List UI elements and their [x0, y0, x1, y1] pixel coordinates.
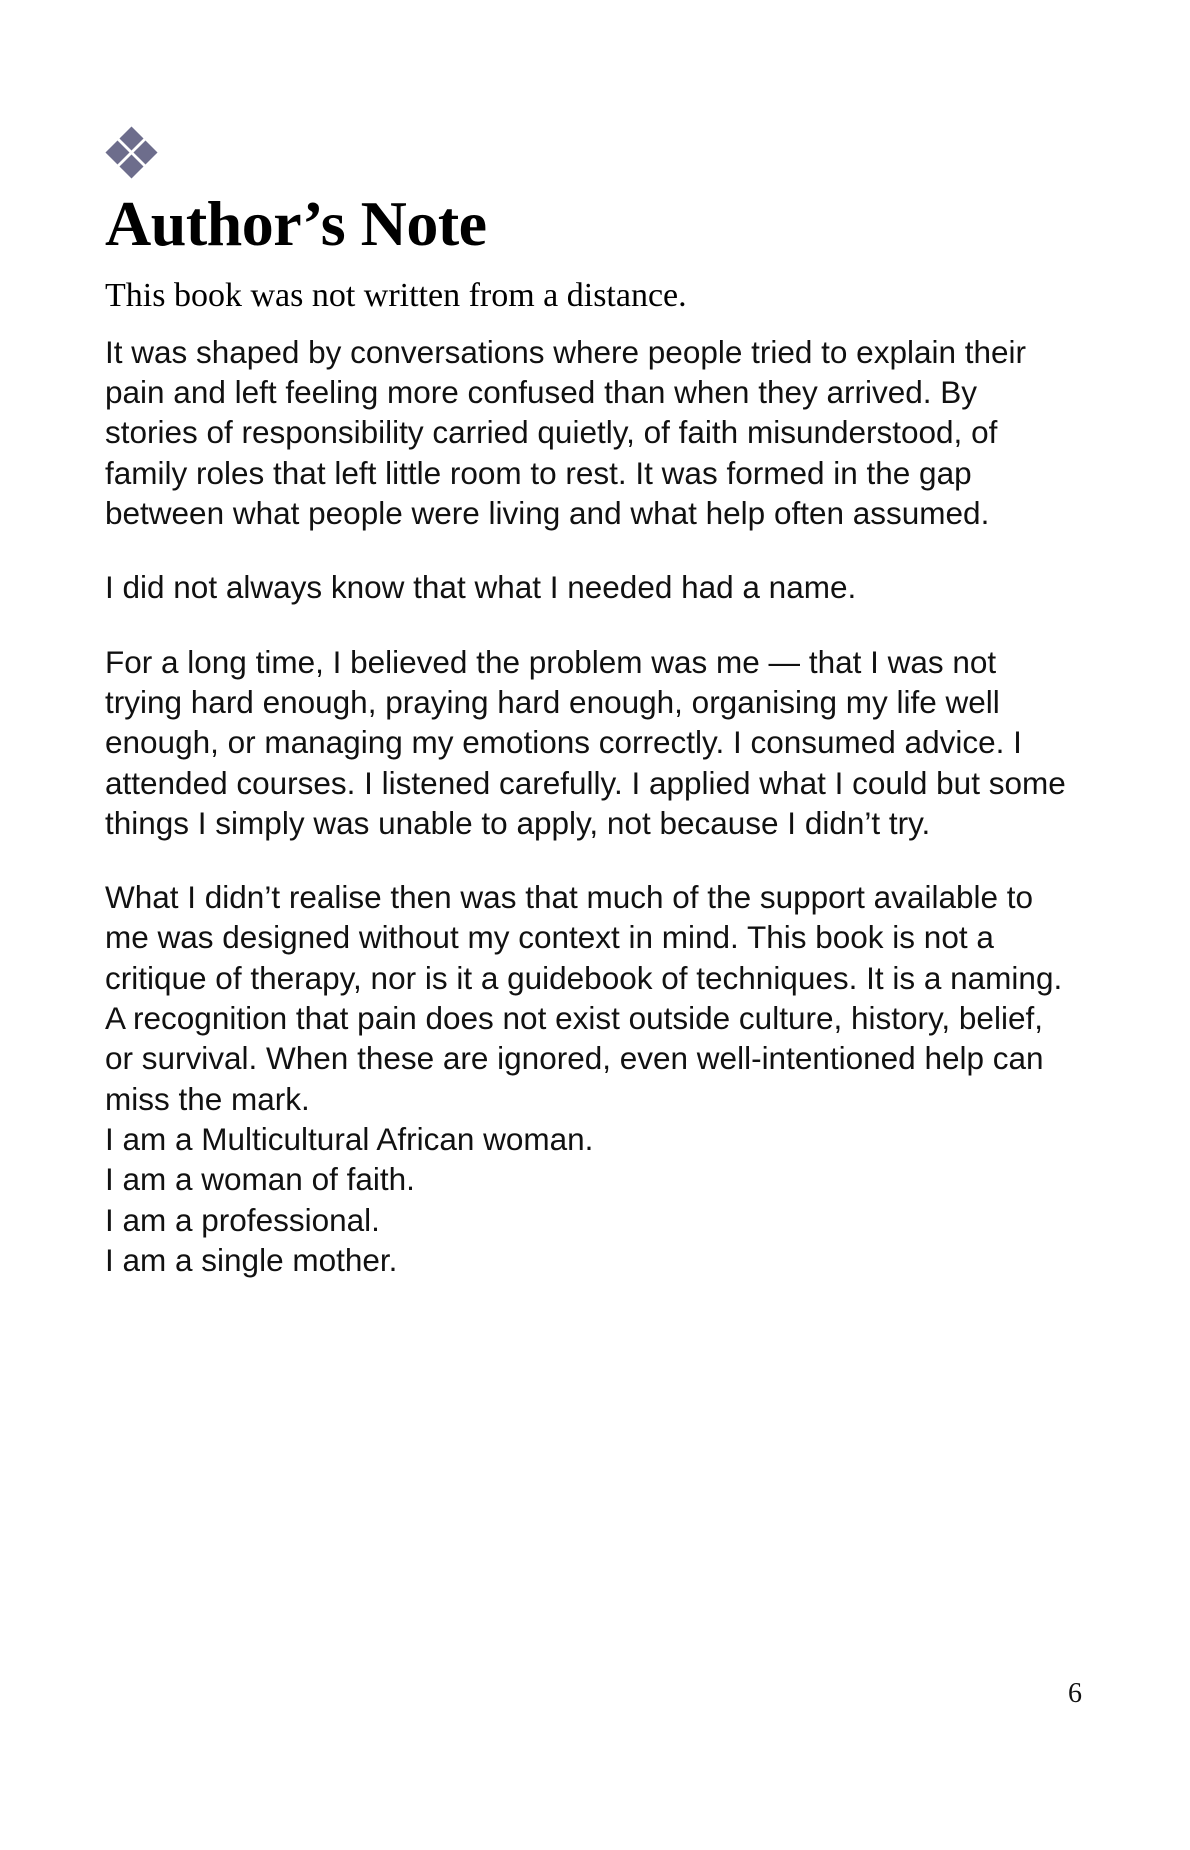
page-title: Author’s Note	[105, 188, 487, 259]
body-paragraph-4: What I didn’t realise then was that much of the support available to me was designed without my context in mind. This book is not a critique of therapy, nor is it a guidebook of techniques. It is a naming. A recognition that pain does not exist outside culture, history, belief, or survival. When these are ignored, even well-intentioned help can miss the mark.	[105, 879, 1063, 1117]
page-number: 6	[1068, 1678, 1082, 1709]
identity-line-4: I am a single mother.	[105, 1241, 398, 1278]
lead-paragraph: This book was not written from a distance.	[105, 277, 687, 315]
body-paragraph-3: For a long time, I believed the problem was me — that I was not trying hard enough, praying hard enough, organising my life well enough, or managing my emotions correctly. I consumed advice. I attended courses. I listened carefully. I applied what I could but some things I simply was unable to apply, not because I didn’t try.	[105, 643, 1066, 841]
body-paragraph-2: I did not always know that what I needed had a name.	[105, 569, 857, 606]
identity-line-2: I am a woman of faith.	[105, 1161, 415, 1198]
identity-line-1: I am a Multicultural African woman.	[105, 1121, 594, 1157]
diamond-cluster-ornament-icon	[105, 130, 159, 176]
identity-statement-block	[105, 1119, 1080, 1280]
identity-line-3: I am a professional.	[105, 1201, 380, 1238]
body-paragraph-1: It was shaped by conversations where people tried to explain their pain and left feeling more confused than when they arrived. By stories of responsibility carried quietly, of faith misunderstood, of family roles that left little room to rest. It was formed in the gap between what people were living and what help often assumed.	[105, 333, 1027, 531]
page-content	[105, 130, 1080, 1280]
